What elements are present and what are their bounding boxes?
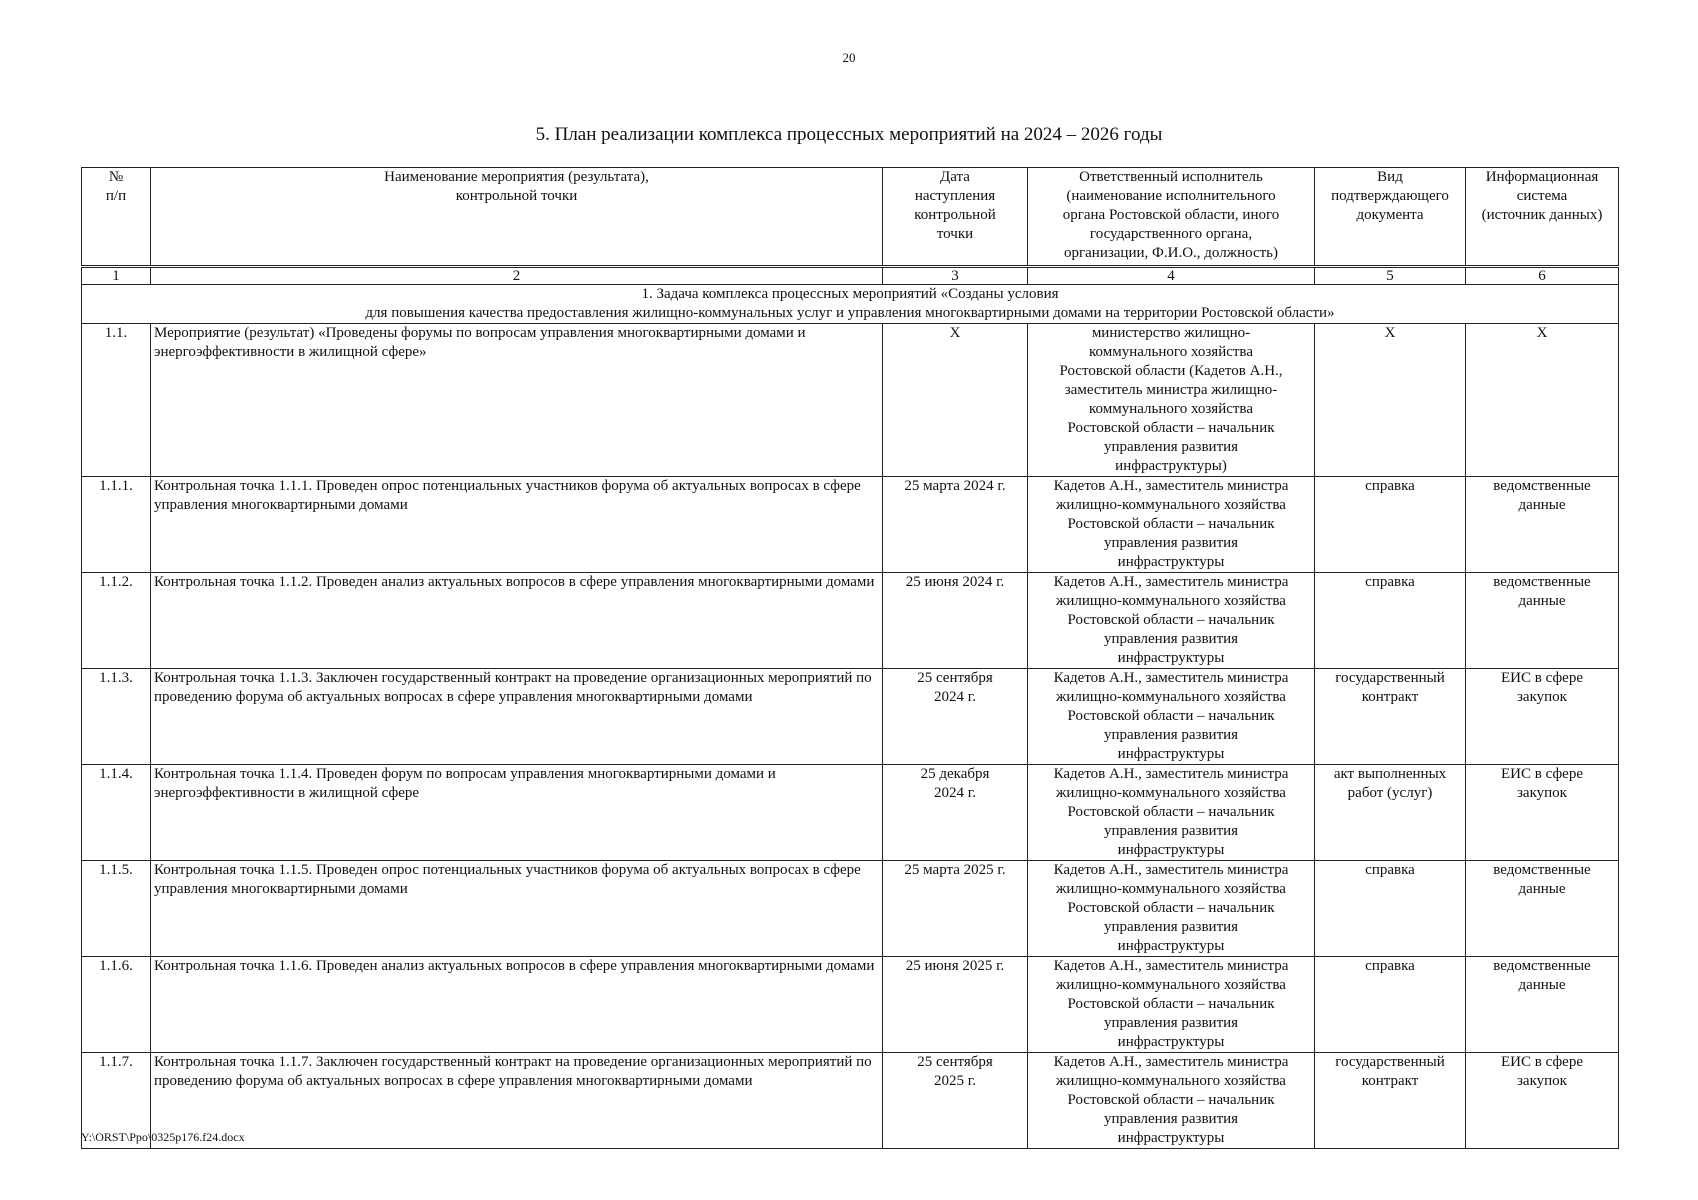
row-number: 1.1.4. (82, 765, 151, 861)
row-info-system: ведомственные данные (1466, 573, 1619, 669)
row-date: 25 декабря 2024 г. (883, 765, 1028, 861)
row-info-system: ведомственные данные (1466, 477, 1619, 573)
row-document-type: Х (1315, 324, 1466, 477)
row-date: 25 сентября 2024 г. (883, 669, 1028, 765)
row-responsible: Кадетов А.Н., заместитель министра жилищно-коммунального хозяйства Ростовской области – начальник управления развития инфраструктуры (1028, 477, 1315, 573)
task-row (82, 285, 1619, 324)
table-row-activity (82, 324, 1619, 477)
row-name: Контрольная точка 1.1.7. Заключен государственный контракт на проведение организационных мероприятий по проведению форума об актуальных вопросах в сфере управления многоквартирными домами (151, 1053, 883, 1149)
row-info-system: ЕИС в сфере закупок (1466, 1053, 1619, 1149)
header-responsible: Ответственный исполнитель (наименование исполнительного органа Ростовской области, иного государственного органа, организации, Ф.И.О., должность) (1028, 168, 1315, 267)
row-name: Контрольная точка 1.1.6. Проведен анализ актуальных вопросов в сфере управления многоквартирными домами (151, 957, 883, 1053)
table-header-row (82, 168, 1619, 267)
row-document-type: справка (1315, 477, 1466, 573)
row-document-type: государственный контракт (1315, 1053, 1466, 1149)
row-responsible: Кадетов А.Н., заместитель министра жилищно-коммунального хозяйства Ростовской области – начальник управления развития инфраструктуры (1028, 957, 1315, 1053)
row-number: 1.1. (82, 324, 151, 477)
row-responsible: Кадетов А.Н., заместитель министра жилищно-коммунального хозяйства Ростовской области – начальник управления развития инфраструктуры (1028, 1053, 1315, 1149)
column-number: 3 (883, 267, 1028, 285)
row-responsible: Кадетов А.Н., заместитель министра жилищно-коммунального хозяйства Ростовской области – начальник управления развития инфраструктуры (1028, 861, 1315, 957)
row-number: 1.1.5. (82, 861, 151, 957)
column-numbers-row (82, 267, 1619, 285)
row-responsible: Кадетов А.Н., заместитель министра жилищно-коммунального хозяйства Ростовской области – начальник управления развития инфраструктуры (1028, 573, 1315, 669)
column-number: 6 (1466, 267, 1619, 285)
row-name: Контрольная точка 1.1.2. Проведен анализ актуальных вопросов в сфере управления многоквартирными домами (151, 573, 883, 669)
row-date: 25 июня 2025 г. (883, 957, 1028, 1053)
table-row-checkpoint (82, 1053, 1619, 1149)
column-number: 2 (151, 267, 883, 285)
header-info-system: Информационная система (источник данных) (1466, 168, 1619, 267)
row-date: 25 марта 2024 г. (883, 477, 1028, 573)
row-responsible: Кадетов А.Н., заместитель министра жилищно-коммунального хозяйства Ростовской области – начальник управления развития инфраструктуры (1028, 765, 1315, 861)
row-info-system: Х (1466, 324, 1619, 477)
table-row-checkpoint (82, 765, 1619, 861)
row-document-type: государственный контракт (1315, 669, 1466, 765)
row-name: Контрольная точка 1.1.3. Заключен государственный контракт на проведение организационных мероприятий по проведению форума об актуальных вопросах в сфере управления многоквартирными домами (151, 669, 883, 765)
column-number: 5 (1315, 267, 1466, 285)
table-row-checkpoint (82, 957, 1619, 1053)
row-date: Х (883, 324, 1028, 477)
row-responsible: министерство жилищно- коммунального хозяйства Ростовской области (Кадетов А.Н., заместитель министра жилищно- коммунального хозяйства Ростовской области – начальник управления развития инфраструктуры) (1028, 324, 1315, 477)
row-info-system: ведомственные данные (1466, 861, 1619, 957)
row-info-system: ЕИС в сфере закупок (1466, 669, 1619, 765)
header-name: Наименование мероприятия (результата), контрольной точки (151, 168, 883, 267)
row-info-system: ведомственные данные (1466, 957, 1619, 1053)
header-number: № п/п (82, 168, 151, 267)
table-row-checkpoint (82, 477, 1619, 573)
task-title: 1. Задача комплекса процессных мероприятий «Созданы условия для повышения качества предоставления жилищно-коммунальных услуг и управления многоквартирными домами на территории Ростовской области» (82, 285, 1619, 324)
row-name: Контрольная точка 1.1.1. Проведен опрос потенциальных участников форума об актуальных вопросах в сфере управления многоквартирными домами (151, 477, 883, 573)
row-number: 1.1.3. (82, 669, 151, 765)
row-date: 25 сентября 2025 г. (883, 1053, 1028, 1149)
row-info-system: ЕИС в сфере закупок (1466, 765, 1619, 861)
row-document-type: справка (1315, 861, 1466, 957)
row-number: 1.1.1. (82, 477, 151, 573)
header-date: Дата наступления контрольной точки (883, 168, 1028, 267)
column-number: 1 (82, 267, 151, 285)
row-name: Контрольная точка 1.1.4. Проведен форум по вопросам управления многоквартирными домами и энергоэффективности в жилищной сфере (151, 765, 883, 861)
footer-file-path: Y:\ORST\Ppo\0325p176.f24.docx (81, 1130, 245, 1144)
row-name: Контрольная точка 1.1.5. Проведен опрос потенциальных участников форума об актуальных вопросах в сфере управления многоквартирными домами (151, 861, 883, 957)
table-row-checkpoint (82, 861, 1619, 957)
page-number: 20 (842, 50, 856, 65)
table-row-checkpoint (82, 669, 1619, 765)
plan-table (81, 167, 1619, 1149)
row-number: 1.1.6. (82, 957, 151, 1053)
header-document-type: Вид подтверждающего документа (1315, 168, 1466, 267)
row-name: Мероприятие (результат) «Проведены форумы по вопросам управления многоквартирными домами и энергоэффективности в жилищной сфере» (151, 324, 883, 477)
row-date: 25 июня 2024 г. (883, 573, 1028, 669)
row-date: 25 марта 2025 г. (883, 861, 1028, 957)
row-document-type: акт выполненных работ (услуг) (1315, 765, 1466, 861)
column-number: 4 (1028, 267, 1315, 285)
document-title: 5. План реализации комплекса процессных мероприятий на 2024 – 2026 годы (535, 124, 1163, 145)
row-document-type: справка (1315, 573, 1466, 669)
row-document-type: справка (1315, 957, 1466, 1053)
row-responsible: Кадетов А.Н., заместитель министра жилищно-коммунального хозяйства Ростовской области – начальник управления развития инфраструктуры (1028, 669, 1315, 765)
table-row-checkpoint (82, 573, 1619, 669)
row-number: 1.1.7. (82, 1053, 151, 1149)
row-number: 1.1.2. (82, 573, 151, 669)
